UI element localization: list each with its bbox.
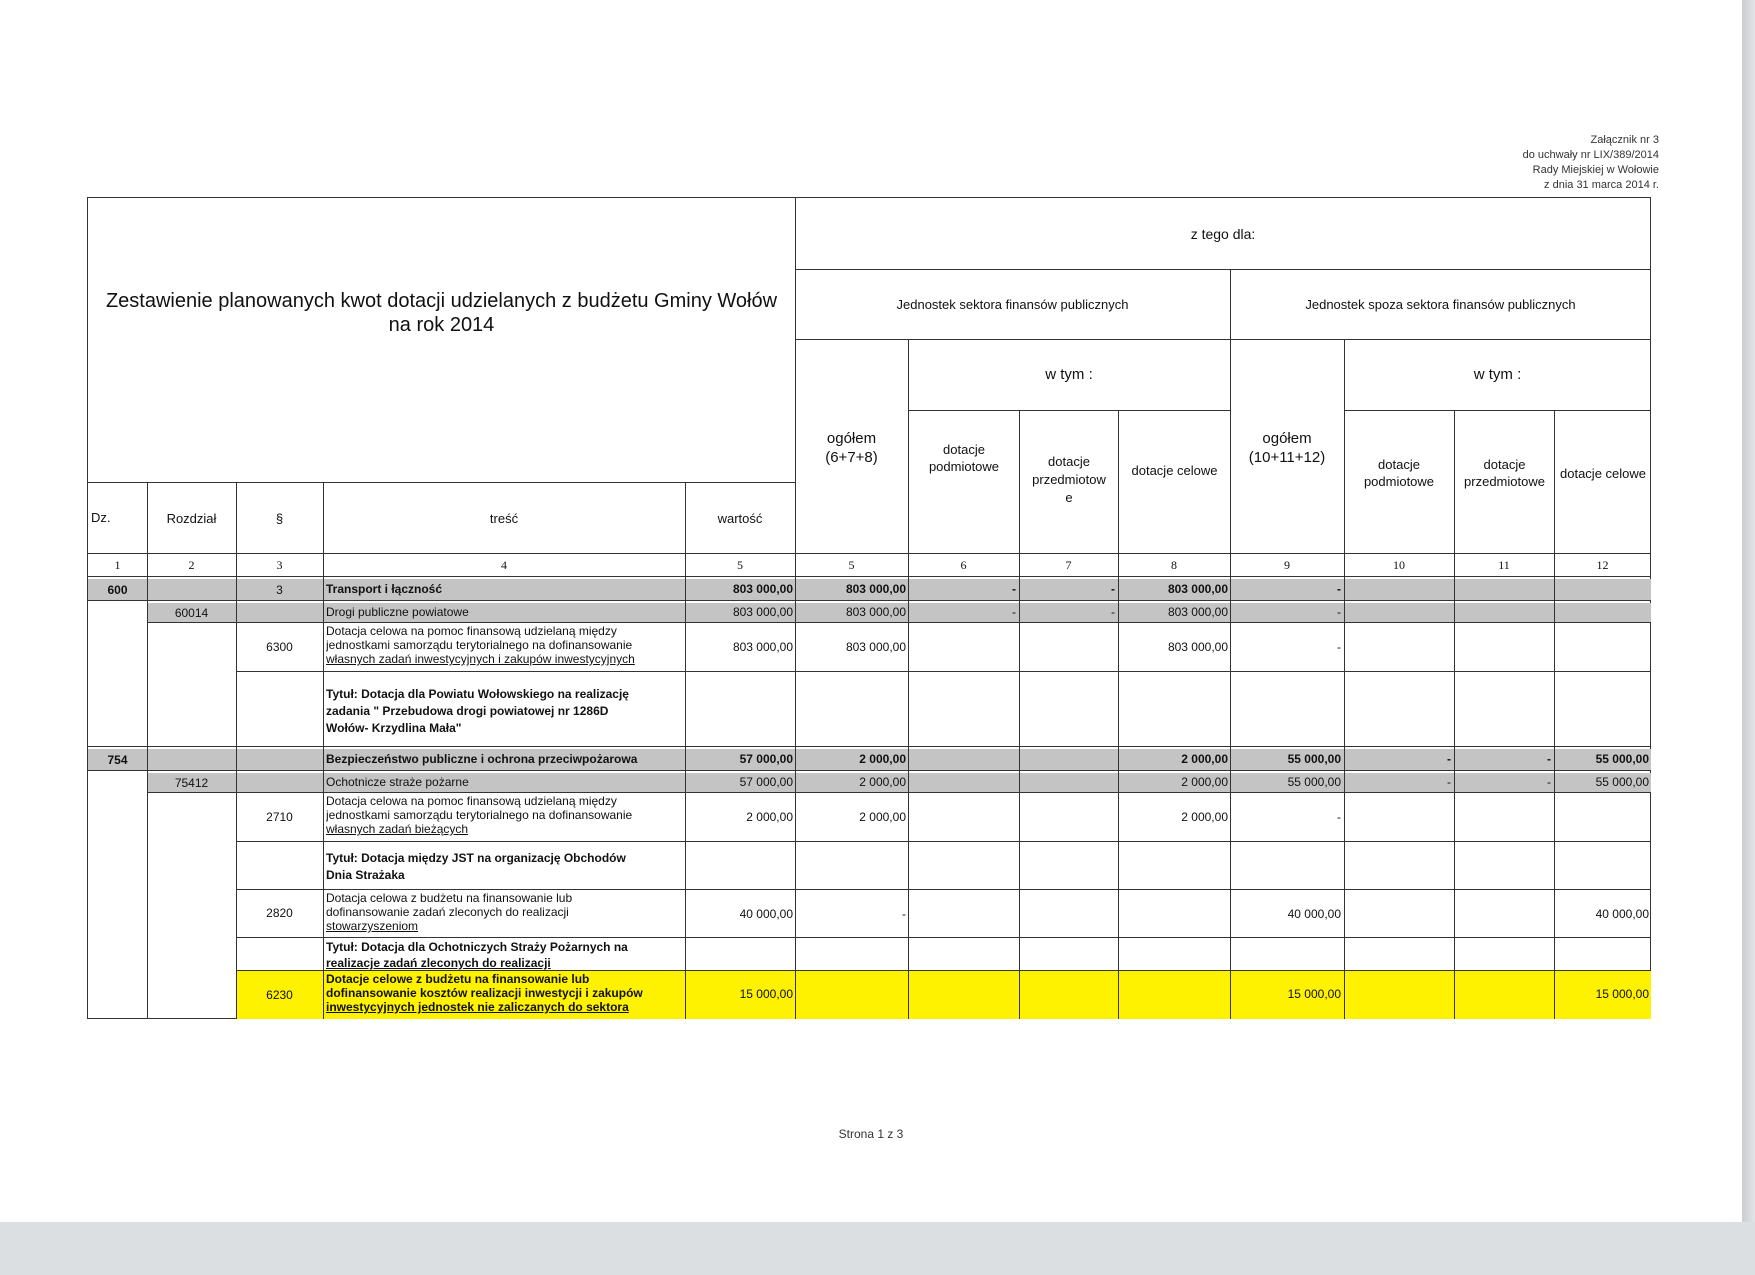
row-6300-title-line-1: Tytuł: Dotacja dla Powiatu Wołowskiego na realizację (326, 687, 629, 701)
col-number: 4 (501, 557, 507, 572)
hline (1344, 410, 1651, 411)
attachment-line-1: Załącznik nr 3 (1590, 134, 1659, 146)
col-number: 12 (1596, 557, 1609, 572)
row-75412-c9: 55 000,00 (1287, 775, 1341, 789)
col-number: 8 (1171, 557, 1177, 572)
row-6300-tresc (326, 624, 684, 666)
header-dz: Dz. (91, 511, 111, 525)
row-2820-c5: - (902, 907, 906, 921)
col-number: 1 (114, 557, 121, 572)
row-75412-rozdzial: 75412 (174, 775, 209, 790)
header-dotacje-przedmiotowe-2: dotacje przedmiotowe (1464, 457, 1545, 489)
row-2710-wartosc: 2 000,00 (746, 810, 793, 824)
row-60014-c8: 803 000,00 (1167, 605, 1228, 619)
row-6300-tresc-line-2: jednostkami samorządu terytorialnego na dofinansowanie (326, 638, 633, 652)
row-2710-tresc-line-1: Dotacja celowa na pomoc finansową udzielaną między (326, 794, 617, 808)
row-60014-c9: - (1337, 605, 1341, 619)
hline (236, 671, 1651, 672)
row-6230-par: 6230 (266, 987, 293, 1002)
hline (236, 889, 1651, 890)
row-6230-tresc-line-3: inwestycyjnych jednostek nie zaliczanych do sektora (326, 1000, 629, 1014)
row-2710-title-line-1: Tytuł: Dotacja między JST na organizację Obchodów (326, 851, 626, 865)
row-2820-tresc-line-3: stowarzyszeniom (326, 919, 419, 933)
ogolem-nonpublic-formula: (10+11+12) (1248, 449, 1326, 466)
vline (908, 339, 909, 1019)
row-600-c7: - (1111, 582, 1115, 596)
row-75412-tresc: Ochotnicze straże pożarne (326, 775, 469, 789)
row-6230-c9: 15 000,00 (1287, 987, 1341, 1001)
row-75412-c8: 2 000,00 (1181, 775, 1228, 789)
hline (88, 482, 795, 483)
row-6300-c8: 803 000,00 (1167, 640, 1228, 654)
vline (1344, 339, 1345, 1019)
col-number: 7 (1065, 557, 1072, 572)
ogolem-public-label: ogółem (826, 430, 877, 447)
hline (908, 410, 1230, 411)
row-600-c5: 803 000,00 (845, 582, 906, 596)
page-number: Strona 1 z 3 (838, 1127, 904, 1141)
row-2820-tresc-line-1: Dotacja celowa z budżetu na finansowanie lub (326, 891, 573, 905)
ogolem-public-formula: (6+7+8) (825, 449, 878, 466)
row-6230-tresc (326, 972, 684, 1019)
row-2820-c12: 40 000,00 (1595, 907, 1649, 921)
vline (1554, 410, 1555, 1019)
row-60014-c6: - (1012, 605, 1016, 619)
col-number: 9 (1284, 557, 1290, 572)
attachment-line-3: Rady Miejskiej w Wołowie (1532, 164, 1659, 176)
hline (236, 937, 1651, 938)
przedmiotowe-1-line-a: dotacje (1048, 454, 1090, 469)
row-2820-par: 2820 (266, 906, 293, 920)
header-rozdzial: Rozdział (166, 510, 217, 526)
row-6300-tresc-line-1: Dotacja celowa na pomoc finansową udzielaną między (326, 624, 617, 638)
row-60014-tresc: Drogi publiczne powiatowe (326, 605, 469, 619)
grant-table (87, 197, 1651, 1019)
row-600-wartosc: 803 000,00 (732, 582, 793, 596)
row-6300-wartosc: 803 000,00 (732, 640, 793, 654)
col-number: 2 (188, 557, 195, 572)
table-title (88, 278, 795, 348)
row-754-c5: 2 000,00 (859, 752, 906, 766)
col-number: 10 (1393, 557, 1405, 572)
row-754-c11: - (1547, 752, 1551, 766)
row-600-c8: 803 000,00 (1167, 582, 1228, 596)
header-z-tego-dla: z tego dla: (1190, 225, 1256, 242)
vline (1118, 410, 1119, 1019)
attachment-note (1523, 133, 1659, 193)
row-6300-title (326, 686, 684, 737)
row-60014-c5: 803 000,00 (845, 605, 906, 619)
header-dotacje-podmiotowe-1: dotacje podmiotowe (928, 442, 1000, 474)
col-number: 5 (848, 557, 855, 572)
row-2820-wartosc: 40 000,00 (739, 907, 793, 921)
przedmiotowe-1-line-c: e (1065, 490, 1073, 505)
col-number: 5 (737, 557, 743, 572)
header-dotacje-przedmiotowe-1 (1020, 450, 1118, 510)
row-2710-c8: 2 000,00 (1181, 810, 1228, 824)
row-6300-tresc-line-3: własnych zadań inwestycyjnych i zakupów inwestycyjnych (326, 652, 635, 666)
attachment-line-4: z dnia 31 marca 2014 r. (1544, 179, 1659, 191)
col-number: 3 (276, 557, 283, 572)
row-6230-tresc-line-1: Dotacje celowe z budżetu na finansowanie lub (326, 972, 590, 986)
col-number: 6 (960, 557, 967, 572)
row-754-tresc: Bezpieczeństwo publiczne i ochrona przeciwpożarowa (326, 752, 638, 766)
header-paragraf: § (275, 510, 284, 526)
row-60014-c7: - (1111, 605, 1115, 619)
hline (236, 841, 1651, 842)
header-public-sector: Jednostek sektora finansów publicznych (896, 296, 1129, 312)
row-75412-c12: 55 000,00 (1595, 775, 1649, 789)
row-754-dz: 754 (107, 752, 128, 767)
row-6300-title-line-3: Wołów- Krzydlina Mała" (326, 721, 462, 735)
row-6230-c12: 15 000,00 (1595, 987, 1649, 1001)
vline (147, 482, 148, 600)
row-2710-c5: 2 000,00 (859, 810, 906, 824)
row-754-c12: 55 000,00 (1595, 752, 1649, 766)
row-2820-title (326, 939, 684, 970)
row-75412-c11: - (1547, 775, 1551, 789)
attachment-line-2: do uchwały nr LIX/389/2014 (1522, 149, 1659, 161)
header-ogolem-public (795, 418, 908, 478)
row-754-c9: 55 000,00 (1287, 752, 1341, 766)
row-6230-wartosc: 15 000,00 (739, 987, 793, 1001)
row-2820-tresc (326, 891, 684, 933)
row-2710-tresc-line-3: własnych zadań bieżących (326, 822, 469, 836)
hline (147, 622, 1651, 623)
row-6230-tresc-line-2: dofinansowanie kosztów realizacji inwestycji i zakupów (326, 986, 643, 1000)
row-754-c10: - (1447, 752, 1451, 766)
hline (147, 792, 1651, 793)
title-line-2: na rok 2014 (388, 314, 495, 336)
header-w-tym-2: w tym : (1473, 366, 1522, 383)
row-60014-wartosc: 803 000,00 (732, 605, 793, 619)
header-dotacje-celowe-1: dotacje celowe (1131, 462, 1218, 478)
row-6300-c9: - (1337, 640, 1341, 654)
header-ogolem-nonpublic (1230, 418, 1344, 478)
row-2710-tresc-line-2: jednostkami samorządu terytorialnego na dofinansowanie (326, 808, 633, 822)
row-75412-c10: - (1447, 775, 1451, 789)
col-number: 11 (1498, 557, 1510, 572)
header-dotacje-podmiotowe-2: dotacje podmiotowe (1363, 457, 1435, 489)
row-2710-par: 2710 (266, 809, 293, 824)
row-6300-title-line-2: zadania " Przebudowa drogi powiatowej nr 1286D (326, 704, 609, 718)
row-600-par: 3 (276, 582, 283, 597)
row-6300-par: 6300 (266, 639, 293, 654)
row-754-c8: 2 000,00 (1181, 752, 1228, 766)
row-2710-title-line-2: Dnia Strażaka (326, 868, 405, 882)
header-w-tym-1: w tym : (1045, 366, 1093, 383)
row-754-wartosc: 57 000,00 (739, 752, 793, 766)
header-tresc: treść (489, 510, 519, 526)
title-line-1: Zestawienie planowanych kwot dotacji udzielanych z budżetu Gminy Wołów (105, 290, 778, 312)
row-600-tresc: Transport i łączność (326, 582, 443, 596)
scan-edge (1742, 0, 1755, 1275)
row-2820-title-line-1: Tytuł: Dotacja dla Ochotniczych Straży Pożarnych na (326, 940, 628, 954)
row-6300-c5: 803 000,00 (845, 640, 906, 654)
header-non-public-sector: Jednostek spoza sektora finansów publicznych (1305, 296, 1576, 312)
row-2710-tresc (326, 794, 684, 836)
header-dotacje-celowe-2: dotacje celowe (1560, 465, 1646, 481)
row-2710-title (326, 850, 684, 884)
row-600-dz: 600 (107, 582, 128, 597)
przedmiotowe-1-line-b: przedmiotow (1032, 472, 1106, 487)
vline (1454, 410, 1455, 1019)
row-2820-c9: 40 000,00 (1287, 907, 1341, 921)
row-75412-wartosc: 57 000,00 (739, 775, 793, 789)
header-wartosc: wartość (717, 510, 763, 526)
row-2820-tresc-line-2: dofinansowanie zadań zleconych do realizacji (326, 905, 569, 919)
ogolem-nonpublic-label: ogółem (1262, 430, 1312, 447)
row-2820-title-line-2: realizacje zadań zleconych do realizacji (326, 956, 551, 970)
row-60014-rozdzial: 60014 (174, 605, 209, 620)
row-75412-c5: 2 000,00 (859, 775, 906, 789)
hline (236, 970, 1651, 971)
scan-bottom-margin (0, 1222, 1755, 1275)
row-600-c6: - (1012, 582, 1016, 596)
vline (147, 600, 148, 1019)
row-600-c9: - (1337, 582, 1341, 596)
row-2710-c9: - (1337, 810, 1341, 824)
